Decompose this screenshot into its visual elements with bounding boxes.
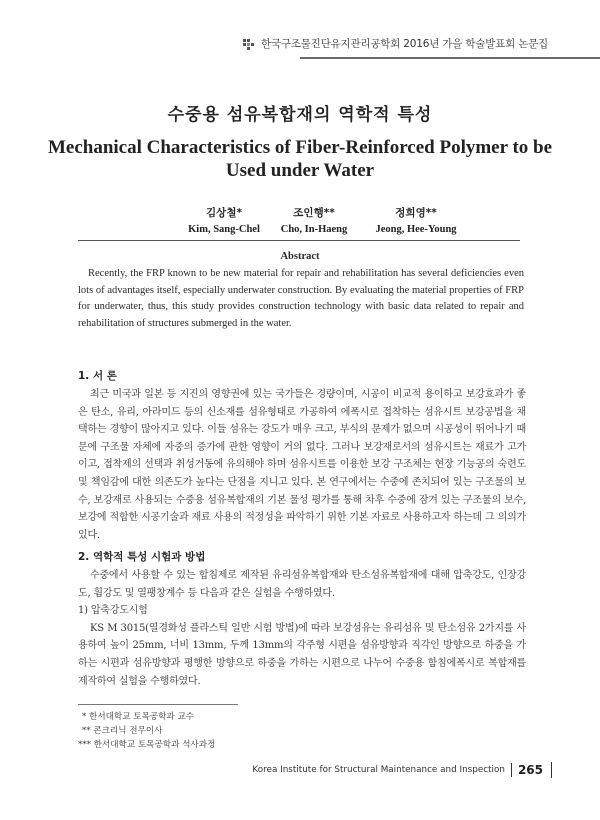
section-2-paragraph-1: 수중에서 사용할 수 있는 합침제로 제작된 유리섬유복합재와 탄소섬유복합재에 대해 압축강도, 인장강도, 휨강도 및 열팽창계수 등 다음과 같은 실험을 수행하였다. [78,570,526,599]
footnotes [78,710,215,752]
page-footer [252,762,552,778]
footer-bar [551,762,552,778]
footnote-rule [78,704,238,705]
section-2-paragraph-2: KS M 3015(열경화성 플라스틱 일반 시험 방법)에 따라 보강섬유는 유리섬유 및 탄소섬유 2가지를 사용하여 높이 25mm, 너비 13mm, 두께 13mm의 각주형 시편을 섬유방향과 직각인 방향으로 하중을 가하는 시편과 섬유방향과 평행한 방향으로 하중을 가하는 시편으로 나누어 수중용 함침에폭시로 복합재를 제작하여 실험을 수행하였다. [78,622,526,687]
title-korean: 수중용 섬유복합재의 역학적 특성 [167,105,433,125]
author-2-name-ko: 조인행** [293,207,335,219]
section-1-paragraph: 최근 미국과 일본 등 지진의 영향권에 있는 국가들은 경량이며, 시공이 비교적 용이하고 보강효과가 좋은 탄소, 유리, 아라미드 등의 신소재를 섬유형태로 가공하여 에폭시로 접착하는 섬유시트 보강공법을 채택하는 경향이 많아지고 있다. 이들 섬유는 강도가 매우 크고, 부식의 문제가 없으며 시공성이 뛰어나기 때문에 구조물 자체에 자중의 증가에 관한 영향이 거의 없다. 그러나 보강재로서의 섬유시트는 재료가 고가이고, 접착제의 선택과 취성거동에 유의해야 하며 섬유시트를 이용한 보강 구조체는 현장 기능공의 숙련도 및 책임감에 대한 의존도가 높다는 단점을 지니고 있다. 본 연구에서는 수중에 존치되어 있는 구조물의 보수, 보강재로 사용되는 수중용 섬유복합재의 기본 물성 평가를 통해 차후 수중에 잠겨 있는 구조물의 보수, 보강에 적합한 시공기술과 재료 사용의 적정성을 파악하기 위한 기본 자료로 사용하고자 하는데 그 의의가 있다. [78,389,526,541]
section-1-body [78,386,526,544]
footnote-1: * 한서대학교 토목공학과 교수 [82,712,195,722]
section-2-subheading: 1) 압축강도시험 [78,605,148,617]
section-2-body [78,567,526,690]
author-1 [174,205,274,235]
author-1-name-en: Kim, Sang-Chel [188,224,260,235]
footnote-2: ** 콘크리닉 전무이사 [82,726,163,736]
author-2-name-en: Cho, In-Haeng [280,224,348,235]
author-1-name-ko: 김상철* [206,207,242,219]
author-3 [356,205,476,235]
header-rule [300,57,600,59]
title-english: Mechanical Characteristics of Fiber-Reinforced Polymer to be Used under Water [47,137,553,181]
author-2 [264,205,364,235]
page-number: 265 [517,763,543,777]
abstract-rule [78,240,520,241]
abstract-heading: Abstract [280,251,320,262]
running-head [243,36,548,51]
footer-separator [511,763,512,777]
section-1-heading: 1. 서 론 [78,370,117,382]
author-3-name-en: Jeong, Hee-Young [375,224,457,235]
running-head-text: 한국구조물진단유지관리공학회 2016년 가을 학술발표회 논문집 [260,38,548,50]
footnote-3: *** 한서대학교 토목공학과 석사과정 [78,740,216,750]
society-logo-icon [243,39,257,49]
abstract-text [78,266,524,332]
author-3-name-ko: 정희영** [395,207,437,219]
section-2-heading: 2. 역학적 특성 시험과 방법 [78,551,206,563]
abstract-paragraph: Recently, the FRP known to be new material for repair and rehabilitation has several deficiencies even lots of advantages itself, especially underwater construction. By evaluating the material properties of FRP for underwater, thus, this study provides construction technology with basic data related to repair and rehabilitation of structures submerged in the water. [78,268,524,329]
footer-organization: Korea Institute for Structural Maintenance and Inspection [252,765,505,775]
